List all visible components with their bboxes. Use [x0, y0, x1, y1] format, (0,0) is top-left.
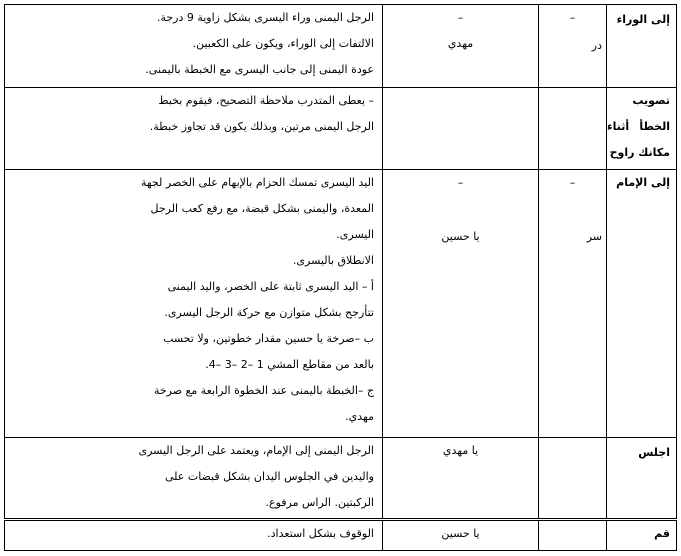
table-row	[5, 520, 677, 551]
execution-dash: –	[569, 176, 576, 189]
execution-dash: –	[569, 11, 576, 24]
execution-word: در	[591, 39, 602, 52]
command-cell	[607, 5, 677, 88]
command-cell	[607, 170, 677, 438]
execution-cell	[539, 438, 607, 520]
name-cell	[383, 438, 539, 520]
command-label: مكانك راوح	[609, 146, 670, 159]
name-dash: –	[457, 11, 464, 24]
command-label: الخطأ أثناء	[607, 120, 670, 133]
name-word: يا حسين	[441, 230, 480, 243]
description-line: الرجل اليمنى مرتين، وبذلك يكون قد تجاوز خبطة.	[149, 120, 374, 133]
execution-cell	[539, 170, 607, 438]
description-cell	[5, 438, 383, 520]
description-line: اليسرى.	[336, 228, 374, 241]
description-line: الرجل اليمنى إلى الإمام، ويعتمد على الرجل اليسرى	[138, 444, 374, 457]
description-line: – يعطى المتدرب ملاحظة التصحيح، فيقوم بخبط	[158, 94, 374, 107]
table-row	[5, 438, 677, 520]
name-word: يا مهدي	[442, 444, 479, 457]
command-label: اجلس	[638, 446, 670, 459]
command-label: قم	[654, 527, 670, 540]
description-line: الانطلاق باليسرى.	[292, 254, 374, 267]
command-cell	[607, 520, 677, 551]
description-line: اليد اليسرى تمسك الحزام بالإبهام على الخصر لجهة	[140, 176, 374, 189]
description-line: بالعد من مقاطع المشي 1 –2 –3 –4.	[205, 358, 374, 371]
description-line: ج –الخبطة باليمنى عند الخطوة الرابعة مع صرخة	[153, 384, 374, 397]
command-label: إلى الوراء	[616, 13, 670, 26]
description-line: الالتفات إلى الوراء، ويكون على الكعبين.	[192, 37, 374, 50]
table-row	[5, 5, 677, 88]
description-line: أ – اليد اليسرى ثابتة على الخصر، واليد اليمنى	[167, 280, 374, 293]
table-row	[5, 170, 677, 438]
execution-cell	[539, 88, 607, 170]
command-cell	[607, 438, 677, 520]
description-line: الوقوف بشكل استعداد.	[267, 527, 374, 540]
description-line: الركبتين. الراس مرفوع.	[265, 496, 374, 509]
command-cell	[607, 88, 677, 170]
name-word: مهدي	[447, 37, 474, 50]
description-line: تتأرجح بشكل متوازن مع حركة الرجل اليسرى.	[164, 306, 374, 319]
name-cell	[383, 88, 539, 170]
description-line: المعدة، واليمنى بشكل قبضة، مع رفع كعب الرجل	[150, 202, 374, 215]
description-line: مهدي.	[345, 410, 374, 423]
execution-cell	[539, 520, 607, 551]
name-dash: –	[457, 176, 464, 189]
execution-word: سر	[586, 230, 602, 243]
description-cell	[5, 520, 383, 551]
name-cell	[383, 520, 539, 551]
description-line: واليدين في الجلوس اليدان بشكل قبضات على	[164, 470, 374, 483]
execution-cell	[539, 5, 607, 88]
command-label: إلى الإمام	[616, 176, 670, 189]
description-line: ب –صرخة يا حسين مقدار خطوتين، ولا تحسب	[163, 332, 374, 345]
description-line: الرجل اليمنى وراء اليسرى بشكل زاوية 9 درجة.	[156, 11, 374, 24]
name-word: يا حسين	[441, 527, 480, 540]
name-cell	[383, 170, 539, 438]
description-cell	[5, 170, 383, 438]
drill-commands-table	[4, 4, 677, 551]
command-label: تصويب	[632, 94, 670, 107]
name-cell	[383, 5, 539, 88]
description-line: عودة اليمنى إلى جانب اليسرى مع الخبطة باليمنى.	[145, 63, 374, 76]
description-cell	[5, 5, 383, 88]
table-row	[5, 88, 677, 170]
description-cell	[5, 88, 383, 170]
